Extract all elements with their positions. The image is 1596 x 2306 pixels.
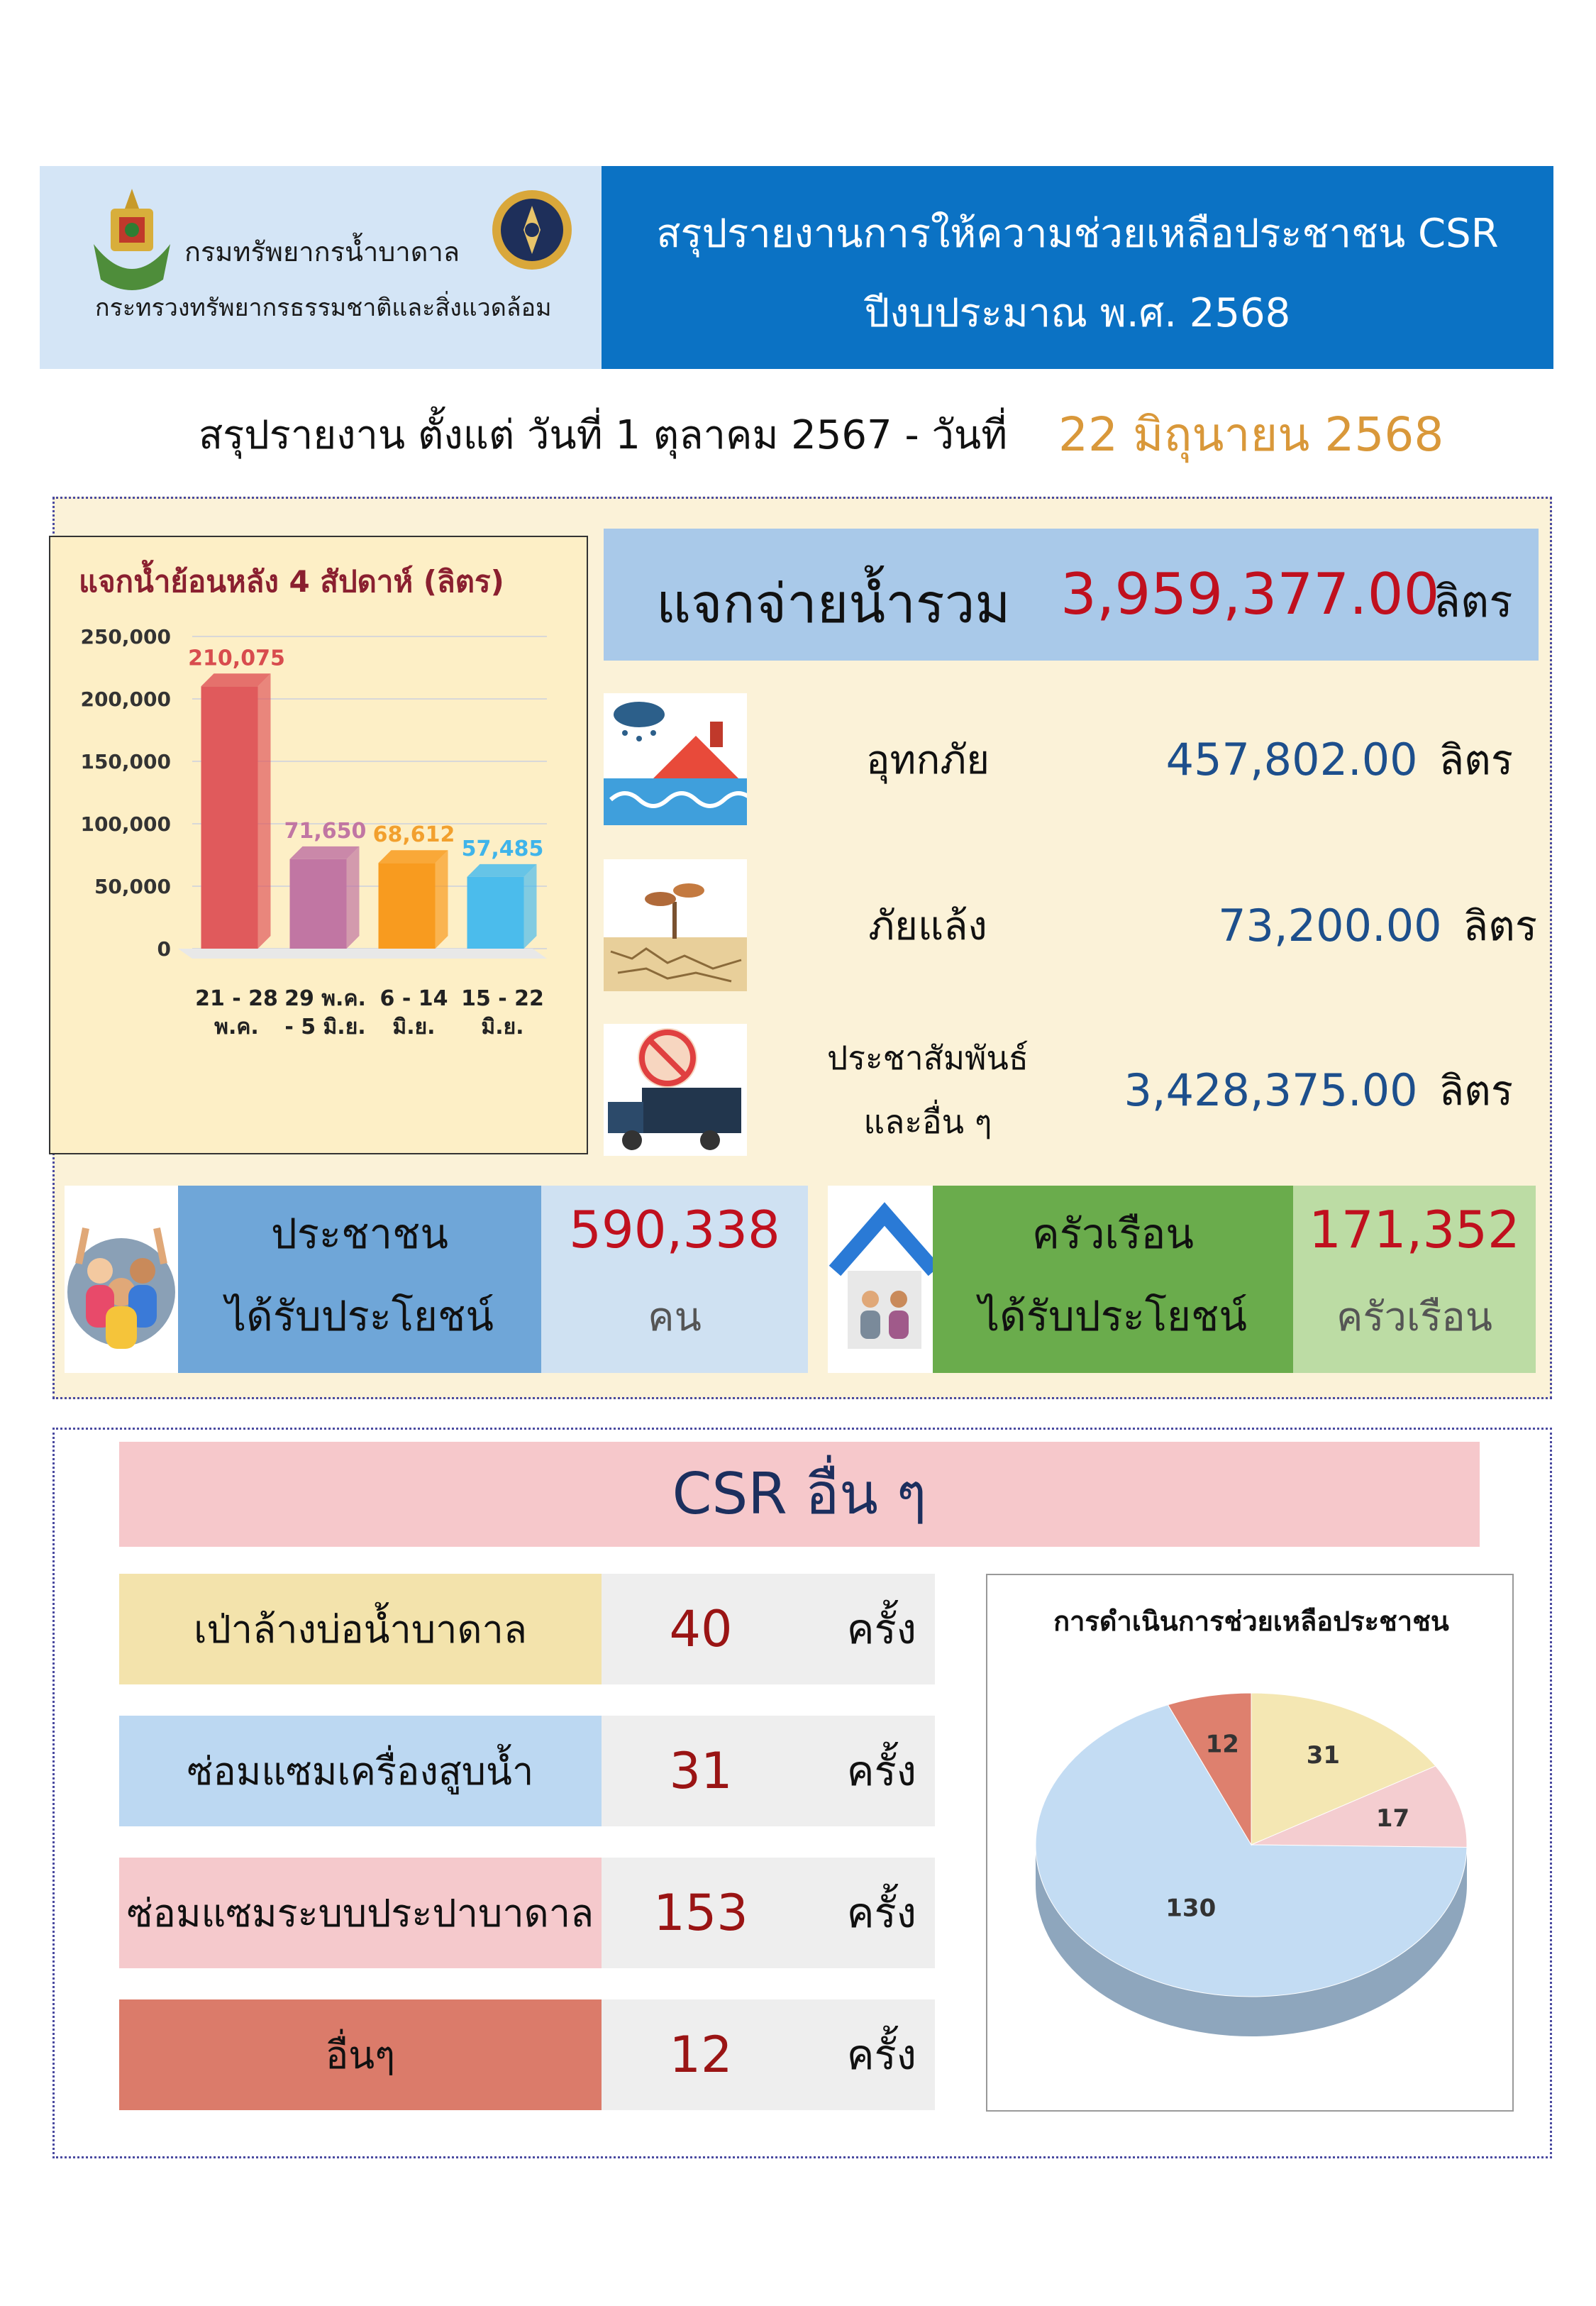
- ministry-seal-icon: [489, 180, 575, 280]
- y-tick-label: 150,000: [80, 750, 171, 773]
- bar-value-label: 210,075: [188, 646, 285, 671]
- category-label: อุทกภัย: [865, 737, 990, 783]
- y-tick-label: 0: [157, 937, 171, 961]
- x-tick-label: 15 - 22: [461, 986, 544, 1011]
- header-title-area: [602, 166, 1553, 369]
- people-group-icon: [65, 1186, 178, 1373]
- people-count: 590,338 คน: [541, 1186, 808, 1373]
- bar-value-label: 71,650: [284, 818, 367, 844]
- water-distribution-panel: [52, 497, 1552, 1399]
- pie-value-label: 31: [1306, 1741, 1341, 1770]
- stat-label-pump-repair: ซ่อมแซมเครื่องสูบน้ำ: [119, 1716, 602, 1826]
- bar-value-label: 68,612: [372, 822, 455, 848]
- assistance-pie-chart: [987, 1646, 1515, 2100]
- category-label: ภัยแล้ง: [868, 903, 987, 949]
- flood-icon: [604, 693, 747, 825]
- total-distribution: [604, 529, 1539, 661]
- weekly-chart-title: แจกน้ำย้อนหลัง 4 สัปดาห์ (ลิตร): [79, 564, 504, 599]
- total-value: 3,959,377.00: [1060, 561, 1440, 627]
- weekly-bar-chart: [50, 608, 587, 1154]
- stat-label-well-flushing: เป่าล้างบ่อน้ำบาดาล: [119, 1574, 602, 1684]
- report-title: สรุปรายงานการให้ความช่วยเหลือประชาชน CSR: [656, 211, 1499, 257]
- total-label: แจกจ่ายน้ำรวม: [656, 572, 1011, 635]
- pie-chart-title: การดำเนินการช่วยเหลือประชาชน: [1053, 1606, 1449, 1637]
- bar: [290, 846, 360, 949]
- household-label: ครัวเรือน ได้รับประโยชน์: [933, 1186, 1293, 1373]
- report-period: สรุปรายงาน ตั้งแต่ วันที่ 1 ตุลาคม 2567 - วันที่: [199, 412, 1008, 458]
- x-tick-label: 29 พ.ค.: [284, 986, 366, 1011]
- bar-value-label: 57,485: [461, 836, 544, 861]
- y-tick-label: 50,000: [94, 875, 171, 898]
- pie-value-label: 12: [1205, 1730, 1239, 1759]
- assistance-pie-box: [986, 1574, 1514, 2112]
- y-tick-label: 100,000: [80, 812, 171, 836]
- csr-other-title: CSR อื่น ๆ: [119, 1442, 1480, 1547]
- stat-value-water-system-repair: 153 ครั้ง: [602, 1858, 935, 1968]
- report-end-date: 22 มิถุนายน 2568: [1058, 407, 1444, 462]
- y-tick-label: 250,000: [80, 625, 171, 649]
- x-tick-label: 6 - 14: [379, 986, 448, 1011]
- stat-label-other: อื่นๆ: [119, 1999, 602, 2110]
- bar: [379, 850, 448, 949]
- fiscal-year: ปีงบประมาณ พ.ศ. 2568: [864, 290, 1291, 336]
- bar: [467, 864, 537, 949]
- pie-value-label: 17: [1375, 1804, 1410, 1833]
- y-tick-label: 200,000: [80, 688, 171, 711]
- stat-label-water-system-repair: ซ่อมแซมระบบประปาบาดาล: [119, 1858, 602, 1968]
- stat-value-other: 12 ครั้ง: [602, 1999, 935, 2110]
- bar: [201, 673, 271, 949]
- x-tick-label: มิ.ย.: [392, 1015, 436, 1039]
- house-family-icon: [828, 1186, 933, 1373]
- x-tick-label: 21 - 28: [195, 986, 278, 1011]
- x-tick-label: - 5 มิ.ย.: [284, 1015, 366, 1039]
- chart-floor: [178, 949, 547, 959]
- weekly-chart-box: [49, 536, 588, 1154]
- pie-value-label: 130: [1165, 1894, 1217, 1923]
- category-value: 457,802.00 ลิตร: [1165, 733, 1513, 785]
- department-emblem-icon: [89, 187, 174, 294]
- org-name: กรมทรัพยากรน้ำบาดาล: [184, 236, 460, 267]
- water-truck-icon: [604, 1024, 747, 1156]
- total-unit: ลิตร: [1434, 575, 1513, 627]
- category-label: ประชาสัมพันธ์ และอื่น ๆ: [827, 1039, 1029, 1141]
- stat-value-well-flushing: 40 ครั้ง: [602, 1574, 935, 1684]
- header-logo-area: [40, 166, 602, 369]
- stat-value-pump-repair: 31 ครั้ง: [602, 1716, 935, 1826]
- household-count: 171,352 ครัวเรือน: [1293, 1186, 1536, 1373]
- people-label: ประชาชน ได้รับประโยชน์: [178, 1186, 541, 1373]
- x-tick-label: มิ.ย.: [481, 1015, 524, 1039]
- category-value: 73,200.00 ลิตร: [1218, 899, 1537, 951]
- ministry-name: กระทรวงทรัพยากรธรรมชาติและสิ่งแวดล้อม: [95, 294, 552, 322]
- x-tick-label: พ.ค.: [214, 1015, 259, 1039]
- category-value: 3,428,375.00 ลิตร: [1124, 1064, 1513, 1116]
- drought-icon: [604, 859, 747, 991]
